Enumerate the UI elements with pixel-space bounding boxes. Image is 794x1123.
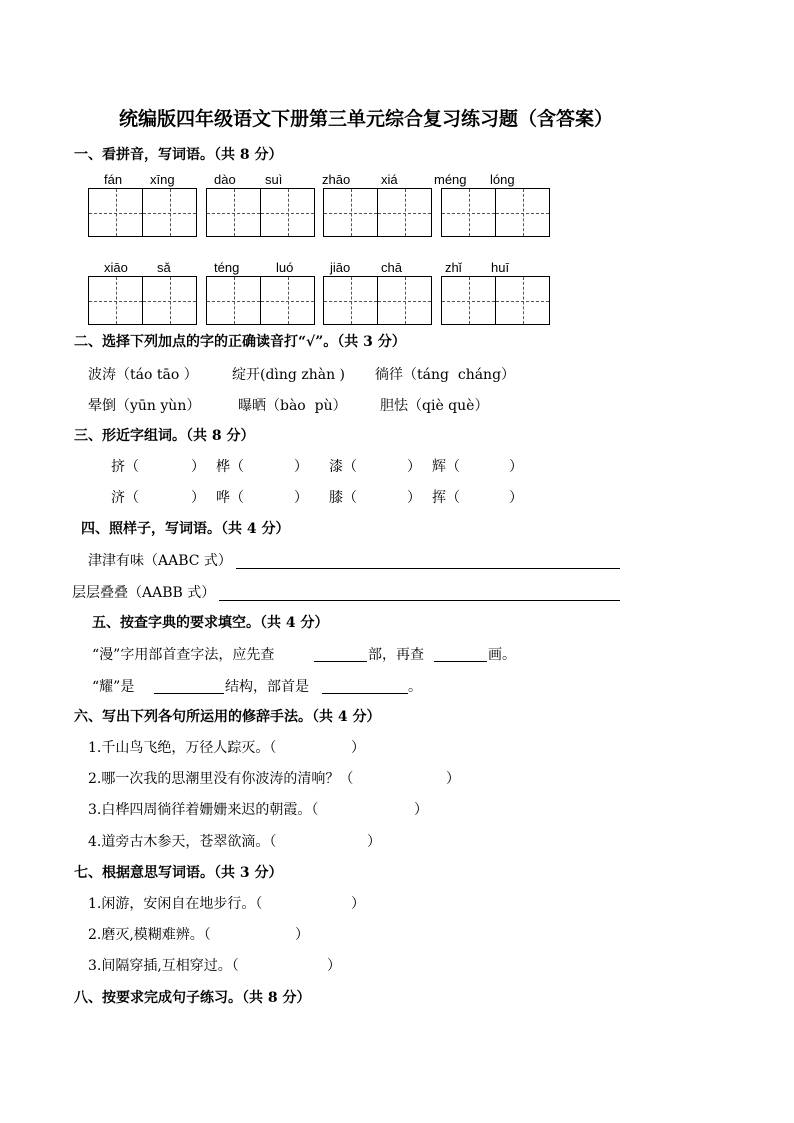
char-close: ） — [509, 490, 523, 506]
char-close: ） — [191, 490, 205, 506]
rhetoric-item: 1.千山鸟飞绝，万径人踪灭。（ — [88, 740, 277, 756]
reading-choice[interactable]: 胆怯（qiè què） — [380, 398, 489, 414]
section-3-heading: 三、形近字组词。（共 8 分） — [74, 428, 255, 444]
char-item: 济（ — [111, 490, 139, 506]
pinyin: sǎ — [157, 260, 171, 275]
rhetoric-close: ） — [367, 834, 381, 850]
char-close: ） — [509, 459, 523, 475]
char-item: 桦（ — [216, 459, 244, 475]
reading-choice[interactable]: 波涛（táo tāo ） — [88, 367, 198, 383]
meaning-item: 1.闲游，安闲自在地步行。（ — [88, 896, 263, 912]
rhetoric-item: 2.哪一次我的思潮里没有你波涛的清响？（ — [88, 771, 354, 787]
pinyin: xīng — [150, 172, 175, 187]
writing-grid[interactable] — [206, 276, 315, 325]
char-item: 辉（ — [432, 459, 460, 475]
example-word: 层层叠叠（AABB 式） — [72, 585, 216, 601]
pinyin: zhǐ — [445, 260, 462, 275]
writing-grid[interactable] — [88, 276, 197, 325]
pinyin: luó — [276, 260, 294, 275]
char-item: 哗（ — [216, 490, 244, 506]
writing-grid[interactable] — [206, 188, 315, 237]
answer-line[interactable] — [322, 693, 408, 694]
section-1-heading: 一、看拼音，写词语。（共 8 分） — [74, 147, 283, 163]
char-close: ） — [407, 459, 421, 475]
rhetoric-close: ） — [446, 771, 460, 787]
section-7-heading: 七、根据意思写词语。（共 3 分） — [74, 865, 283, 881]
writing-grid[interactable] — [441, 276, 550, 325]
reading-choice[interactable]: 曝晒（bào pù） — [238, 398, 347, 414]
section-4-heading: 四、照样子，写词语。（共 4 分） — [81, 521, 290, 537]
rhetoric-item: 3.白桦四周徜徉着姗姗来迟的朝霞。（ — [88, 802, 319, 818]
char-item: 挤（ — [111, 459, 139, 475]
pinyin: chā — [381, 260, 402, 275]
pinyin: xiá — [381, 172, 398, 187]
pinyin: zhāo — [322, 172, 351, 187]
char-close: ） — [407, 490, 421, 506]
page-title: 统编版四年级语文下册第三单元综合复习练习题（含答案） — [119, 108, 614, 130]
answer-line[interactable] — [434, 661, 487, 662]
dictionary-text: 结构，部首是 — [225, 679, 309, 695]
section-5-heading: 五、按查字典的要求填空。（共 4 分） — [92, 615, 329, 631]
meaning-close: ） — [351, 896, 365, 912]
char-close: ） — [191, 459, 205, 475]
pinyin: xiāo — [104, 260, 128, 275]
section-8-heading: 八、按要求完成句子练习。（共 8 分） — [74, 990, 311, 1006]
example-word: 津津有味（AABC 式） — [88, 553, 232, 569]
writing-grid[interactable] — [323, 276, 432, 325]
char-close: ） — [294, 490, 308, 506]
pinyin: fán — [104, 172, 123, 187]
reading-choice[interactable]: 晕倒（yūn yùn） — [88, 398, 201, 414]
writing-grid[interactable] — [441, 188, 550, 237]
pinyin: méng — [434, 172, 467, 187]
dictionary-text: 画。 — [488, 647, 516, 663]
char-close: ） — [294, 459, 308, 475]
section-6-heading: 六、写出下列各句所运用的修辞手法。（共 4 分） — [74, 709, 381, 725]
meaning-item: 3.间隔穿插,互相穿过。（ — [88, 958, 239, 974]
pinyin: dào — [214, 172, 236, 187]
rhetoric-item: 4.道旁古木参天，苍翠欲滴。（ — [88, 834, 277, 850]
pinyin: téng — [214, 260, 240, 275]
char-item: 膝（ — [329, 490, 357, 506]
dictionary-text: “耀”是 — [92, 679, 135, 695]
reading-choice[interactable]: 徜徉（táng cháng） — [375, 367, 516, 383]
pinyin: jiāo — [330, 260, 351, 275]
pinyin: huī — [491, 260, 510, 275]
meaning-close: ） — [295, 927, 309, 943]
dictionary-text: 部，再查 — [368, 647, 424, 663]
reading-choice[interactable]: 绽开(dìng zhàn ) — [232, 367, 345, 383]
meaning-item: 2.磨灭,模糊难辨。（ — [88, 927, 211, 943]
answer-line[interactable] — [314, 661, 367, 662]
answer-line[interactable] — [219, 600, 620, 601]
char-item: 漆（ — [329, 459, 357, 475]
answer-line[interactable] — [154, 693, 224, 694]
char-item: 挥（ — [432, 490, 460, 506]
rhetoric-close: ） — [351, 740, 365, 756]
writing-grid[interactable] — [88, 188, 197, 237]
answer-line[interactable] — [236, 568, 620, 569]
pinyin: lóng — [490, 172, 515, 187]
rhetoric-close: ） — [414, 802, 428, 818]
dictionary-text: 。 — [408, 679, 422, 695]
meaning-close: ） — [327, 958, 341, 974]
pinyin: suì — [265, 172, 283, 187]
dictionary-text: “漫”字用部首查字法，应先查 — [92, 647, 275, 663]
section-2-heading: 二、选择下列加点的字的正确读音打“√”。（共 3 分） — [74, 334, 406, 350]
writing-grid[interactable] — [323, 188, 432, 237]
